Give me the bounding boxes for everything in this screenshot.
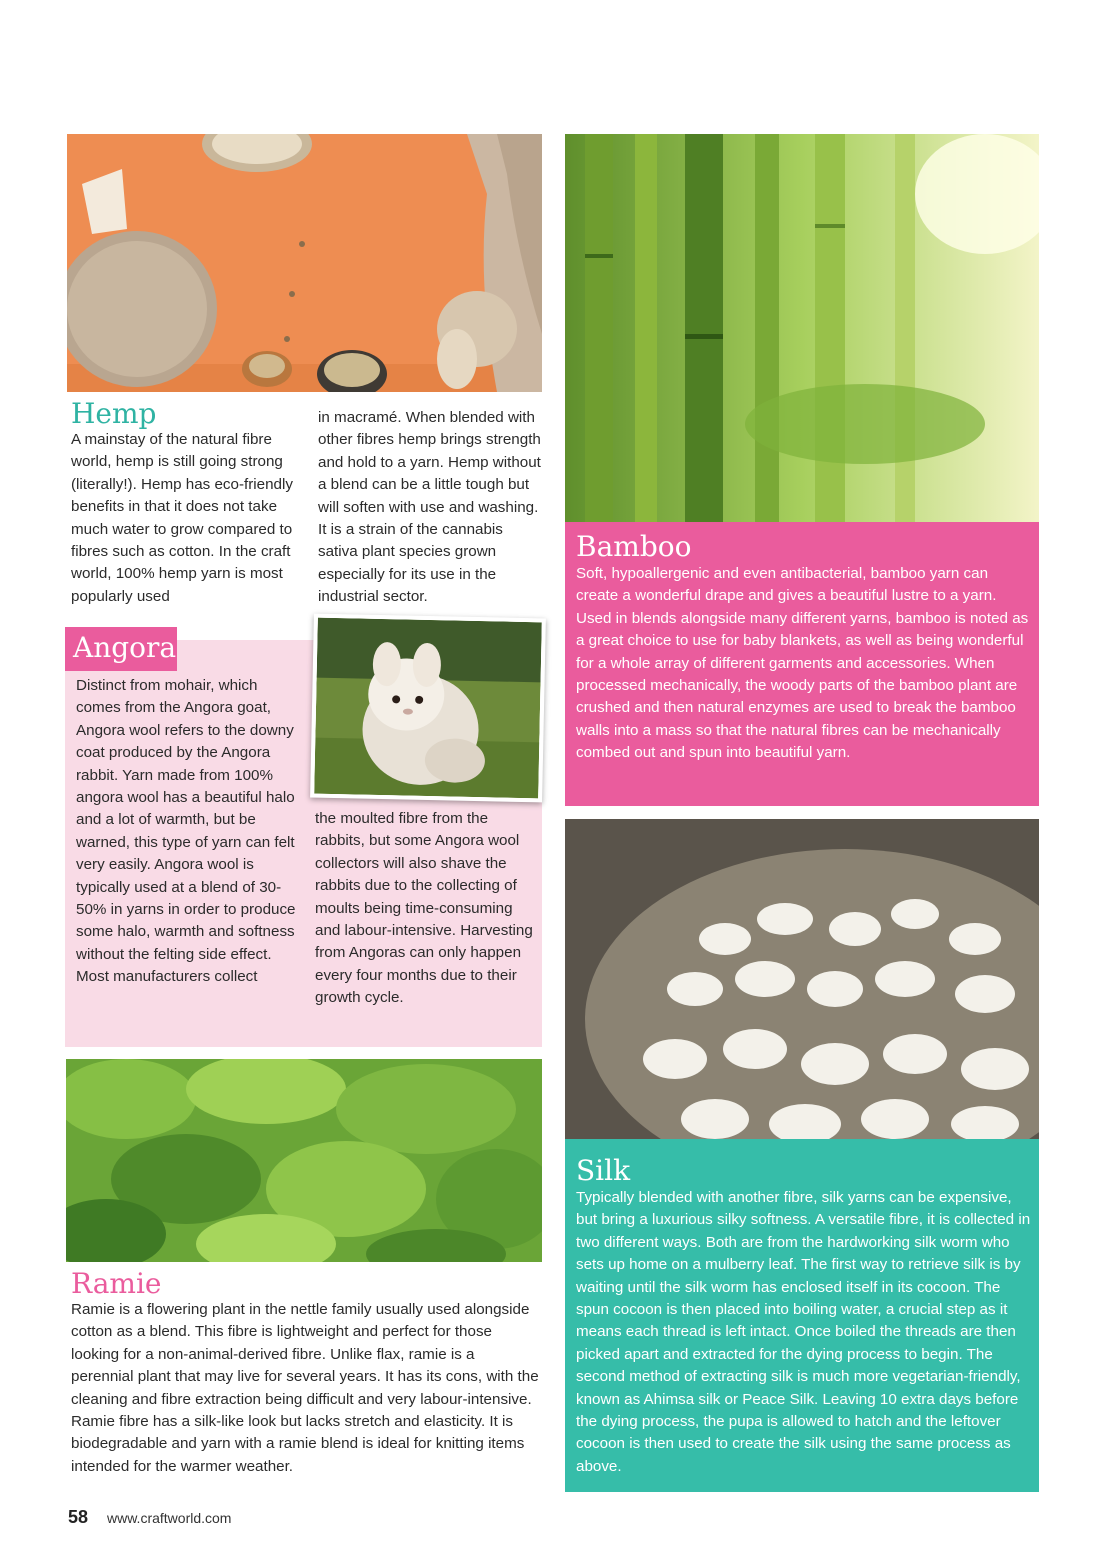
hemp-text-column-1: A mainstay of the natural fibre world, hemp is still going strong (literally!). Hemp has eco-friendly benefits in that it does not take much water to grow compared to fibres such as cotton. In the craft world, 100% hemp yarn is most popularly used: [71, 431, 293, 605]
hemp-text-column-2: in macramé. When blended with other fibres hemp brings strength and hold to a yarn. Hemp without a blend can be a little tough but will soften with use and washing. It is a strain of the cannabis sativa plant species grown especially for its use in the industrial sector.: [318, 409, 541, 606]
hemp-photo: [67, 134, 542, 392]
silk-heading: Silk: [576, 1154, 631, 1187]
angora-text-column-2: the moulted fibre from the rabbits, but some Angora wool collectors will also shave the rabbits due to the collecting of moults being time-consuming and labour-intensive. Harvesting from Angoras can only happen every four months due to their growth cycle.: [315, 810, 533, 1007]
bamboo-text: Soft, hypoallergenic and even antibacterial, bamboo yarn can create a wonderful drape and gives a beautiful lustre to a yarn. Used in blends alongside many different yarns, bamboo is noted as a great choice to use for baby blankets, as well as being wonderful for a whole array of different garments and accessories. When processed mechanically, the woody parts of the bamboo plant are crushed and then natural enzymes are used to break the bamboo walls into a mass so that the natural fibres can be mechanically combed out and spun into beautiful yarn.: [576, 565, 1029, 762]
bamboo-photo: [565, 134, 1039, 522]
hemp-heading: Hemp: [71, 397, 157, 430]
bamboo-heading: Bamboo: [576, 530, 692, 563]
ramie-plant-photo: [66, 1059, 542, 1262]
website-url: www.craftworld.com: [107, 1510, 232, 1526]
angora-text-column-1: Distinct from mohair, which comes from the Angora goat, Angora wool refers to the downy coat produced by the Angora rabbit. Yarn made from 100% angora wool has a beautiful halo and a lot of warmth, but be warned, this type of yarn can felt very easily. Angora wool is typically used at a blend of 30-50% in yarns in order to produce some halo, warmth and softness without the felting side effect. Most manufacturers collect: [76, 677, 296, 986]
ramie-text: Ramie is a flowering plant in the nettle family usually used alongside cotton as a blend. This fibre is lightweight and perfect for those looking for a non-animal-derived fibre. Unlike flax, ramie is a perennial plant that may live for several years. It has its cons, with the cleaning and fibre extraction being difficult and very labour-intensive. Ramie fibre has a silk-like look but lacks stretch and elasticity. It is biodegradable and yarn with a ramie blend is ideal for knitting items intended for the warmer weather.: [71, 1301, 539, 1475]
silk-text: Typically blended with another fibre, silk yarns can be expensive, but bring a luxurious silky softness. A versatile fibre, it is collected in two different ways. Both are from the hardworking silk worm who sets up home on a mulberry leaf. The first way to retrieve silk is by waiting until the silk worm has enclosed itself in its cocoon. The spun cocoon is then placed into boiling water, a crucial step as it means each thread is left intact. Once boiled the threads are then picked apart and extracted for the dying process to begin. The second method of extracting silk is much more vegetarian-friendly, known as Ahimsa silk or Peace Silk. Leaving 10 extra days before the dying process, the pupa is allowed to hatch and the leftover cocoon is then used to create the silk using the same process as above.: [576, 1189, 1031, 1475]
silk-cocoons-photo: [565, 819, 1039, 1139]
angora-rabbit-photo: [310, 614, 546, 803]
angora-heading: Angora: [73, 631, 177, 664]
ramie-heading: Ramie: [71, 1267, 162, 1300]
page-number: 58: [68, 1507, 89, 1527]
